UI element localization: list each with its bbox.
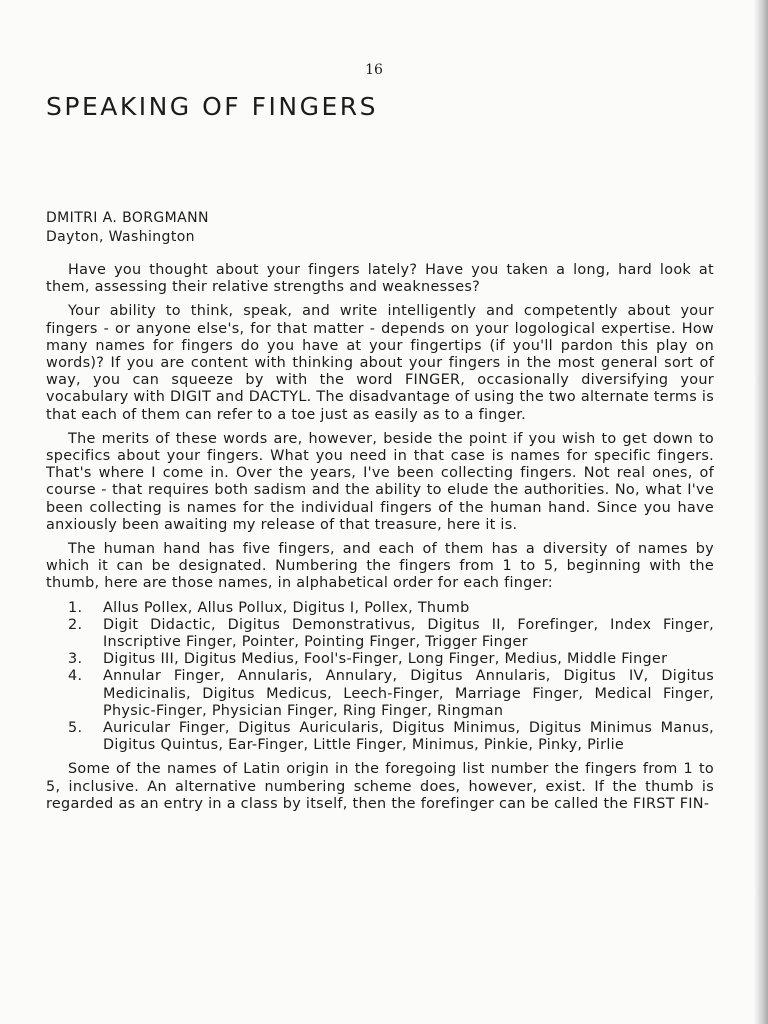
paragraph-intro: Have you thought about your fingers lately? Have you taken a long, hard look at them, assessing their relative strengths and weaknesses? (46, 262, 714, 296)
list-item (46, 600, 714, 617)
list-item-number: 3. (68, 651, 83, 668)
page-number: 16 (365, 62, 383, 78)
list-item-text: Auricular Finger, Digitus Auricularis, Digitus Minimus, Digitus Minimus Manus, Digitus Quintus, Ear-Finger, Little Finger, Minimus, Pinkie, Pinky, Pirlie (103, 720, 714, 754)
list-item-text: Allus Pollex, Allus Pollux, Digitus I, Pollex, Thumb (103, 599, 470, 616)
paragraph-five-fingers: The human hand has five fingers, and each of them has a diversity of names by which it can be designated. Numbering the fingers from 1 to 5, beginning with the thumb, here are those names, in alphabetical order for each finger: (46, 541, 714, 592)
list-item-number: 1. (68, 599, 83, 616)
author-name: DMITRI A. BORGMANN (46, 210, 209, 226)
paragraph-merits: The merits of these words are, however, beside the point if you wish to get down to specifics about your fingers. What you need in that case is names for specific fingers. That's where I come in. Over the years, I've been collecting fingers. Not real ones, of course - that requires both sadism and the ability to elude the authorities. No, what I've been collecting is names for the individual fingers of the human hand. Since you have anxiously been awaiting my release of that treasure, here it is. (46, 430, 714, 533)
list-item (46, 617, 714, 651)
author-location: Dayton, Washington (46, 229, 195, 245)
paragraph-numbering: Some of the names of Latin origin in the foregoing list number the fingers from 1 to 5, inclusive. An alternative numbering scheme does, however, exist. If the thumb is regarded as an entry in a class by itself, then the forefinger can be called the FIRST FIN- (46, 761, 714, 812)
list-item-text: Annular Finger, Annularis, Annulary, Digitus Annularis, Digitus IV, Digitus Medicinalis, Digitus Medicus, Leech-Finger, Marriage Finger, Medical Finger, Physic-Finger, Physician Finger, Ring Finger, Ringman (103, 668, 714, 719)
list-item-text: Digitus III, Digitus Medius, Fool's-Finger, Long Finger, Medius, Middle Finger (103, 651, 668, 668)
list-item (46, 651, 714, 668)
byline (46, 209, 209, 247)
list-item (46, 668, 714, 720)
article-body (46, 262, 714, 820)
list-item-text: Digit Didactic, Digitus Demonstrativus, Digitus II, Forefinger, Index Finger, Inscriptive Finger, Pointer, Pointing Finger, Trigger Finger (103, 616, 714, 651)
list-item-number: 2. (68, 616, 83, 633)
list-item-number: 4. (68, 668, 83, 685)
finger-name-list (46, 600, 714, 755)
page-edge-shadow (754, 0, 768, 1024)
list-item (46, 720, 714, 754)
list-item-number: 5. (68, 720, 83, 737)
paragraph-expertise: Your ability to think, speak, and write intelligently and competently about your fingers - or anyone else's, for that matter - depends on your logological expertise. How many names for fingers do you have at your fingertips (if you'll pardon this play on words)? If you are content with thinking about your fingers in the most general sort of way, you can squeeze by with the word FINGER, occasionally diversifying your vocabulary with DIGIT and DACTYL. The disadvantage of using the two alternate terms is that each of them can refer to a toe just as easily as to a finger. (46, 303, 714, 423)
article-title: SPEAKING OF FINGERS (46, 92, 378, 121)
